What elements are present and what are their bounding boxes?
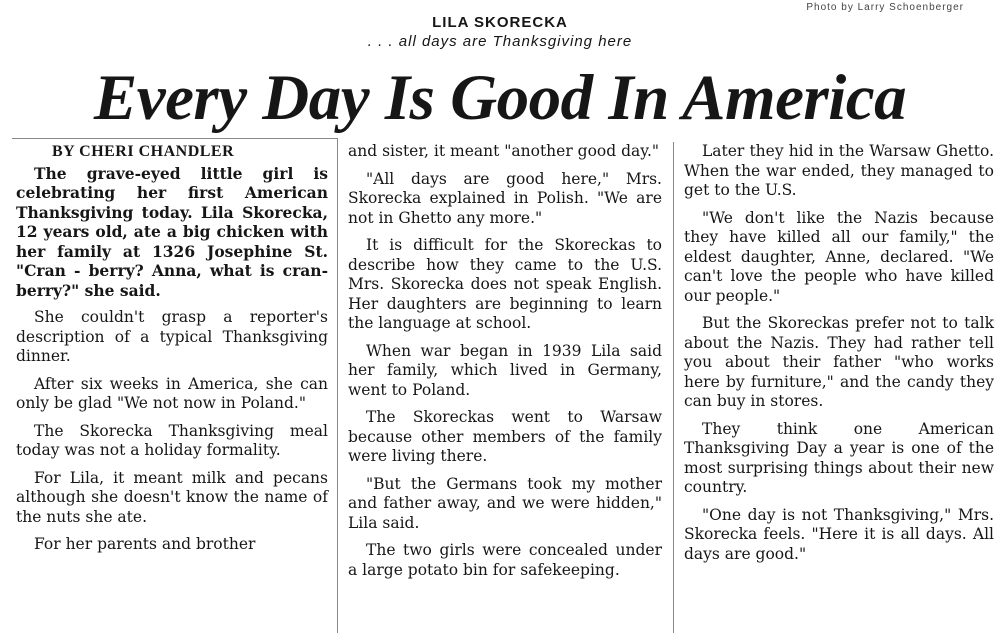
paragraph: The two girls were concealed under a large potato bin for safekeeping. xyxy=(348,541,662,579)
paragraph: After six weeks in America, she can only be glad "We not now in Poland." xyxy=(16,374,328,412)
photo-caption-name: LILA SKORECKA xyxy=(432,14,568,31)
paragraph: The Skorecka Thanksgiving meal today was not a holiday formality. xyxy=(16,421,328,459)
column-divider-2 xyxy=(673,142,674,633)
paragraph: The grave-eyed little girl is celebrating her first American Thanksgiving today. Lila Skorecka, 12 years old, ate a big chicken with her family at 1326 Josephine St. "Cran - berry? Anna, what is cran-berry?" she said. xyxy=(16,163,328,300)
paragraph: It is difficult for the Skoreckas to describe how they came to the U.S. Mrs. Skorecka does not speak English. Her daughters are beginning to learn the language at school. xyxy=(348,236,662,332)
paragraph: The Skoreckas went to Warsaw because other members of the family were living there. xyxy=(348,408,662,465)
paragraph: She couldn't grasp a reporter's description of a typical Thanksgiving dinner. xyxy=(16,308,328,365)
byline-rule xyxy=(12,138,337,139)
paragraph: But the Skoreckas prefer not to talk about the Nazis. They had rather tell you about their father "who works here by furniture," and the candy they can buy in stores. xyxy=(684,314,994,410)
article-column-2 xyxy=(348,142,662,588)
article-column-1 xyxy=(16,142,328,563)
headline: Every Day Is Good In America xyxy=(93,62,907,134)
paragraph: Later they hid in the Warsaw Ghetto. When the war ended, they managed to get to the U.S. xyxy=(684,142,994,199)
paragraph: and sister, it meant "another good day." xyxy=(348,142,660,160)
paragraph: For Lila, it meant milk and pecans although she doesn't know the name of the nuts she ate. xyxy=(16,468,328,526)
byline: BY CHERI CHANDLER xyxy=(52,143,235,160)
paragraph: "All days are good here," Mrs. Skorecka explained in Polish. "We are not in Ghetto any more." xyxy=(348,169,662,227)
article-column-3 xyxy=(684,142,994,572)
photo-caption-subtitle: . . . all days are Thanksgiving here xyxy=(367,33,633,50)
paragraph: When war began in 1939 Lila said her family, which lived in Germany, went to Poland. xyxy=(348,341,662,399)
column-divider-1 xyxy=(337,138,338,633)
paragraph: "One day is not Thanksgiving," Mrs. Skorecka feels. "Here it is all days. All days are good." xyxy=(684,505,994,563)
paragraph: "But the Germans took my mother and father away, and we were hidden," Lila said. xyxy=(348,474,662,532)
photo-credit: Photo by Larry Schoenberger xyxy=(806,2,964,13)
paragraph: For her parents and brother xyxy=(34,535,256,553)
paragraph: "We don't like the Nazis because they have killed all our family," the eldest daughter, Anne, declared. "We can't love the people who have killed our people." xyxy=(684,208,994,305)
paragraph: They think one American Thanksgiving Day a year is one of the most surprising things about their new country. xyxy=(684,419,994,496)
